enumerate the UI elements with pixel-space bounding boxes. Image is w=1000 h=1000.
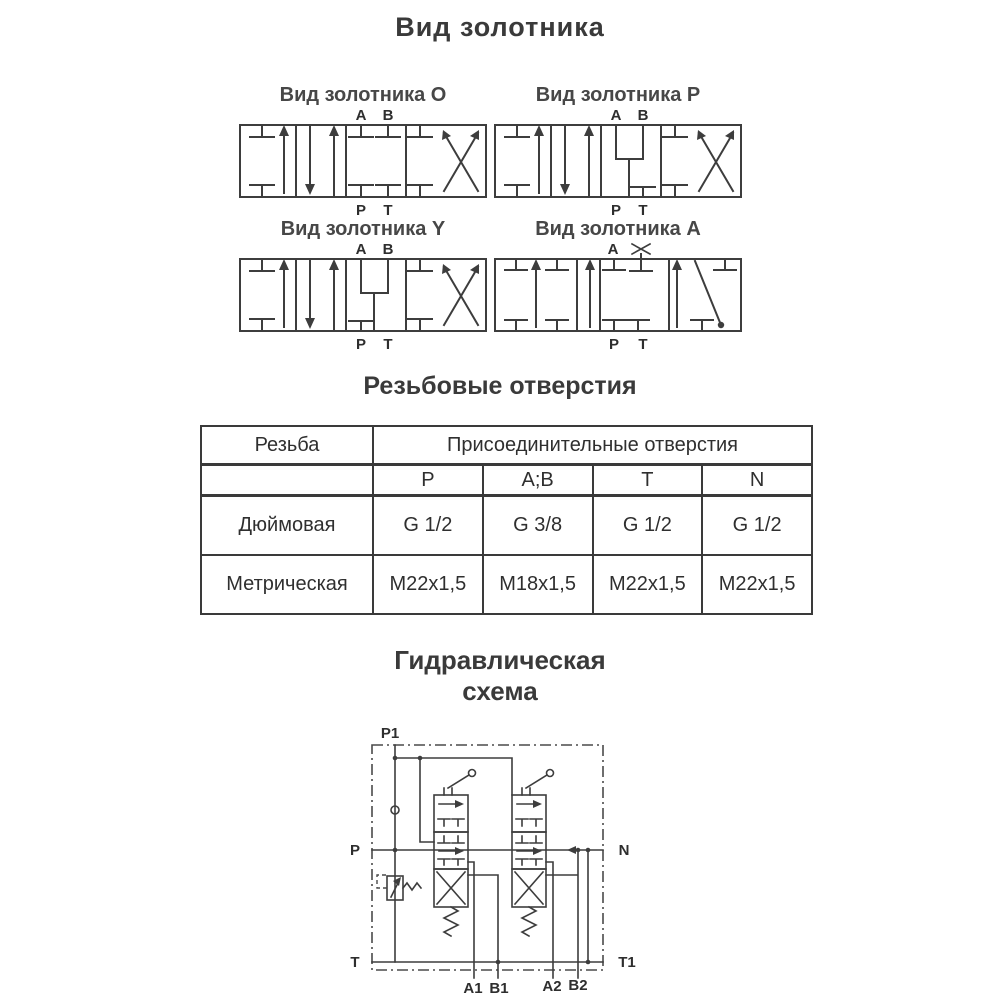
- table-row-inch: [201, 496, 812, 556]
- table-header-p: P: [373, 465, 483, 496]
- page-title: Вид золотника: [395, 12, 605, 42]
- arrow-down: [305, 184, 315, 195]
- table-section-title: Резьбовые отверстия: [363, 372, 637, 400]
- center-ab-to-t: [349, 261, 388, 331]
- arrow-up: [585, 259, 595, 270]
- table-header-ab: A;B: [483, 465, 593, 496]
- table-header-ports-group: Присоединительные отверстия: [373, 426, 812, 465]
- junction-dot: [586, 848, 591, 853]
- label-b2: B2: [568, 977, 588, 994]
- junction-dot: [393, 848, 398, 853]
- label-n: N: [618, 842, 630, 859]
- threads-table: [200, 425, 813, 615]
- label-t1: T1: [618, 954, 636, 971]
- label-b1: B1: [489, 980, 509, 997]
- arrow-up: [279, 259, 289, 270]
- label-p: P: [349, 842, 361, 859]
- section4-symbols: [677, 259, 736, 331]
- table-cell: M22x1,5: [593, 555, 703, 614]
- port-label-p: P: [608, 336, 620, 353]
- spool-title-o: Вид золотника O: [279, 84, 447, 106]
- arrow-up: [584, 125, 594, 136]
- spool-diagram-p: [493, 107, 743, 221]
- arrow-up: [672, 259, 682, 270]
- port-label-b: B: [382, 241, 394, 258]
- arrow-up: [531, 259, 541, 270]
- label-a1: A1: [463, 980, 483, 997]
- junction-dot: [576, 848, 581, 853]
- table-cell: G 1/2: [593, 496, 703, 556]
- label-t: T: [350, 954, 360, 971]
- spool-block-y: [238, 218, 488, 360]
- label-p1: P1: [380, 725, 400, 742]
- arrow-up: [279, 125, 289, 136]
- port-label-a: A: [607, 241, 619, 258]
- table-cell: M18x1,5: [483, 555, 593, 614]
- table-cell: G 1/2: [373, 496, 483, 556]
- spool-block-p: [493, 84, 743, 226]
- port-label-t: T: [638, 202, 648, 219]
- arrow-down: [305, 318, 315, 329]
- spool-block-a: [493, 218, 743, 360]
- junction-dot: [496, 960, 501, 965]
- schematic-title-line2: схема: [462, 676, 538, 706]
- arrow-up: [329, 125, 339, 136]
- relief-spring: [403, 883, 421, 890]
- junction-dot: [718, 322, 724, 328]
- schematic-section-title: [0, 645, 1000, 707]
- port-label-p: P: [355, 202, 367, 219]
- port-label-p: P: [355, 336, 367, 353]
- table-cell: G 1/2: [702, 496, 812, 556]
- port-label-p: P: [610, 202, 622, 219]
- row-label: Метрическая: [201, 555, 373, 614]
- flow-arrow: [567, 846, 576, 854]
- spool-title-p: Вид золотника P: [535, 84, 701, 106]
- port-label-a: A: [610, 107, 622, 124]
- hydraulic-schematic: [340, 712, 670, 1000]
- blocked-port-x-icon: [632, 244, 650, 254]
- label-a2: A2: [542, 978, 562, 995]
- port-label-t: T: [383, 336, 393, 353]
- port-label-t: T: [638, 336, 648, 353]
- table-header-n: N: [702, 465, 812, 496]
- center-blocked-ports: [603, 254, 652, 331]
- valve-section-2: [512, 770, 554, 937]
- supply-lines: [395, 745, 512, 962]
- junction-dot: [418, 756, 423, 761]
- center-p-to-ab: [616, 127, 655, 197]
- port-label-b: B: [637, 107, 649, 124]
- table-cell: M22x1,5: [373, 555, 483, 614]
- arrow-down: [560, 184, 570, 195]
- enclosure-outline: [372, 745, 603, 970]
- table-cell: M22x1,5: [702, 555, 812, 614]
- port-label-a: A: [355, 241, 367, 258]
- arrow-up: [329, 259, 339, 270]
- port-label-t: T: [383, 202, 393, 219]
- section1-symbols: [505, 125, 539, 197]
- port-label-b: B: [382, 107, 394, 124]
- table-header-t: T: [593, 465, 703, 496]
- section1-symbols: [250, 125, 284, 197]
- center-blocked-ports: [349, 125, 400, 197]
- valve-section: [434, 770, 476, 937]
- junction-dot: [393, 756, 398, 761]
- spool-diagram-o: [238, 107, 488, 221]
- section1-symbols: [250, 259, 284, 331]
- table-header-empty: [201, 465, 373, 496]
- arrow-up: [534, 125, 544, 136]
- spool-title-a: Вид золотника A: [535, 218, 701, 240]
- schematic-title-line1: Гидравлическая: [394, 645, 606, 675]
- junction-dot: [586, 960, 591, 965]
- table-row-metric: [201, 555, 812, 614]
- table-cell: G 3/8: [483, 496, 593, 556]
- row-label: Дюймовая: [201, 496, 373, 556]
- spool-block-o: [238, 84, 488, 226]
- port-label-a: A: [355, 107, 367, 124]
- spool-diagram-a: [493, 241, 743, 355]
- spool-title-y: Вид золотника Y: [280, 218, 446, 240]
- spool-diagram-y: [238, 241, 488, 355]
- table-header-thread: Резьба: [201, 426, 373, 465]
- pilot-line: [377, 875, 387, 888]
